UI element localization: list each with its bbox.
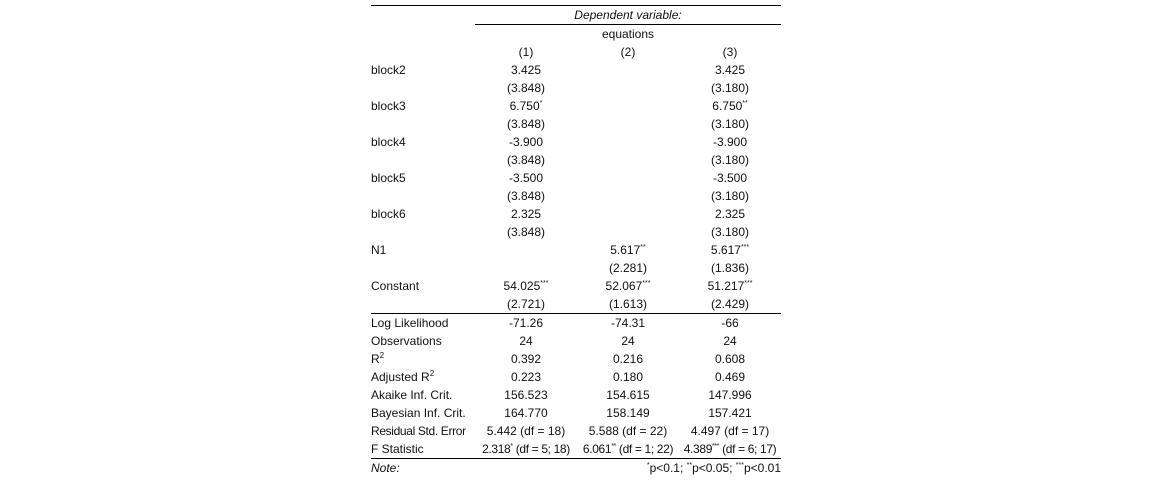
stat-value: 24 — [519, 334, 533, 348]
coef-label: block4 — [371, 135, 406, 149]
se-row-n1 — [371, 259, 781, 277]
stat-value: 2.318* (df = 5; 18) — [475, 440, 577, 459]
standard-error: (2.429) — [679, 295, 781, 314]
stat-label: $R^2$ — [371, 351, 385, 366]
standard-error: (3.180) — [711, 117, 750, 131]
significance-stars: *** — [540, 280, 549, 287]
stat-label: Akaike Inf. Crit. — [371, 388, 453, 402]
column-number-1: (1) — [518, 45, 534, 59]
stat-row-r2 — [371, 350, 781, 368]
stat-value: 0.608 — [715, 352, 746, 366]
se-row-block6 — [371, 223, 781, 241]
stat-value: 164.770 — [504, 406, 548, 420]
coef-row-block2 — [371, 61, 781, 79]
significance-stars: *** — [712, 443, 720, 450]
coef-value: 2.325 — [715, 207, 746, 221]
standard-error — [577, 115, 679, 133]
se-row-constant — [371, 295, 781, 314]
stat-value: -71.26 — [508, 316, 544, 330]
stat-value: 4.389*** (df = 6; 17) — [679, 440, 781, 459]
coef-value: 6.750* — [509, 99, 543, 113]
header-spacer — [371, 43, 475, 61]
standard-error — [475, 259, 577, 277]
se-row-block5 — [371, 187, 781, 205]
stat-value: 0.180 — [612, 370, 644, 384]
significance-stars: * — [539, 100, 543, 107]
standard-error: (3.180) — [711, 225, 750, 239]
note-row — [371, 459, 781, 478]
coef-value: 3.425 — [510, 63, 542, 77]
coef-row-n1 — [371, 241, 781, 259]
coef-value: 2.325 — [510, 207, 542, 221]
standard-error: (3.180) — [711, 189, 750, 203]
stat-row-observations — [371, 332, 781, 350]
coef-label: block3 — [371, 99, 406, 113]
regression-table — [371, 5, 781, 477]
stat-value: 147.996 — [708, 388, 752, 402]
coef-value — [577, 133, 679, 151]
superscript: 2 — [379, 351, 385, 360]
coef-value: 5.617*** — [710, 243, 750, 257]
column-number-2: (2) — [620, 45, 636, 59]
stat-row-bic — [371, 404, 781, 422]
coef-label: block6 — [371, 207, 406, 221]
coef-value: -3.900 — [713, 135, 748, 149]
stat-value: 4.497 (df = 17) — [690, 424, 770, 438]
stat-row-log-likelihood — [371, 314, 781, 333]
stat-row-aic — [371, 386, 781, 404]
stat-label: Observations — [371, 334, 442, 348]
significance-note: *p<0.1; **p<0.05; ***p<0.01 — [646, 461, 782, 475]
superscript: 2 — [429, 369, 435, 378]
header-spacer — [371, 25, 475, 44]
standard-error: (1.613) — [577, 295, 679, 314]
coef-value: 5.617** — [610, 243, 646, 257]
se-label — [371, 115, 475, 133]
stat-value: 0.469 — [715, 370, 746, 384]
coef-value — [475, 241, 577, 259]
coef-value: 51.217*** — [707, 279, 753, 293]
coef-value: 3.425 — [715, 63, 746, 77]
header-row-dependent-variable — [371, 6, 781, 25]
significance-stars: ** — [640, 244, 646, 251]
coef-row-block3 — [371, 97, 781, 115]
header-row-column-numbers — [371, 43, 781, 61]
coef-value: 54.025*** — [503, 279, 549, 293]
standard-error — [577, 151, 679, 169]
coef-value — [577, 169, 679, 187]
coef-row-block5 — [371, 169, 781, 187]
stat-row-adjusted-r2 — [371, 368, 781, 386]
se-label — [371, 295, 475, 314]
standard-error: (2.281) — [608, 261, 648, 275]
coef-row-block6 — [371, 205, 781, 223]
coef-value: -3.900 — [508, 135, 544, 149]
stat-value: 5.442 (df = 18) — [486, 424, 566, 438]
dependent-variable-label: Dependent variable: — [475, 6, 781, 25]
significance-stars: *** — [744, 280, 753, 287]
standard-error: (3.180) — [711, 153, 750, 167]
stat-row-residual-std-error — [371, 422, 781, 440]
significance-stars: ** — [742, 100, 748, 107]
significance-stars: * — [510, 443, 513, 450]
standard-error: (3.848) — [506, 189, 546, 203]
standard-error: (3.848) — [506, 225, 546, 239]
standard-error: (2.721) — [475, 295, 577, 314]
stat-value: 157.421 — [708, 406, 752, 420]
coef-row-block4 — [371, 133, 781, 151]
standard-error — [577, 187, 679, 205]
se-row-block3 — [371, 115, 781, 133]
se-label — [371, 259, 475, 277]
se-label — [371, 223, 475, 241]
stat-value: 6.061** (df = 1; 22) — [577, 440, 679, 459]
coef-value — [577, 61, 679, 79]
se-row-block4 — [371, 151, 781, 169]
coef-value: 6.750** — [712, 99, 748, 113]
stat-label: Residual Std. Error — [371, 424, 466, 438]
se-row-block2 — [371, 79, 781, 97]
se-label — [371, 187, 475, 205]
stat-value: 5.588 (df = 22) — [588, 424, 668, 438]
stat-value: 156.523 — [504, 388, 548, 402]
stat-row-f-statistic — [371, 440, 781, 459]
standard-error: (3.180) — [711, 81, 750, 95]
coef-label: block5 — [371, 171, 406, 185]
se-label — [371, 79, 475, 97]
standard-error: (3.848) — [506, 153, 546, 167]
stat-value: -66 — [721, 316, 739, 330]
significance-stars: *** — [642, 280, 651, 287]
note-label: Note: — [371, 461, 400, 475]
stat-value: -74.31 — [610, 316, 646, 330]
stat-value: 24 — [621, 334, 635, 348]
standard-error: (3.848) — [506, 117, 546, 131]
dependent-variable-name: equations — [601, 27, 655, 41]
stat-label: Log Likelihood — [371, 316, 449, 330]
coef-label: Constant — [371, 279, 420, 293]
se-label — [371, 151, 475, 169]
significance-stars: *** — [740, 244, 750, 251]
standard-error: (3.848) — [506, 81, 546, 95]
coef-value — [577, 97, 679, 115]
stat-label: F Statistic — [371, 440, 475, 459]
standard-error: (1.836) — [711, 261, 750, 275]
stat-value: 158.149 — [606, 406, 650, 420]
stat-value: 154.615 — [606, 388, 650, 402]
stat-label: Adjusted $R^2$ — [371, 369, 435, 384]
coef-value — [577, 205, 679, 223]
column-number-3: (3) — [722, 45, 738, 59]
coef-value: -3.500 — [713, 171, 748, 185]
stat-value: 0.392 — [510, 352, 542, 366]
header-spacer — [371, 6, 475, 25]
stat-label: Bayesian Inf. Crit. — [371, 406, 466, 420]
coef-label: block2 — [371, 63, 406, 77]
coef-label: N1 — [371, 243, 387, 257]
stat-value: 24 — [723, 334, 737, 348]
coef-value: 52.067*** — [605, 279, 651, 293]
coef-value: -3.500 — [508, 171, 544, 185]
stat-value: 0.216 — [612, 352, 644, 366]
stat-value: 0.223 — [510, 370, 542, 384]
header-row-equations — [371, 25, 781, 44]
significance-stars: ** — [611, 443, 616, 450]
standard-error — [577, 223, 679, 241]
standard-error — [577, 79, 679, 97]
coef-row-constant — [371, 277, 781, 295]
